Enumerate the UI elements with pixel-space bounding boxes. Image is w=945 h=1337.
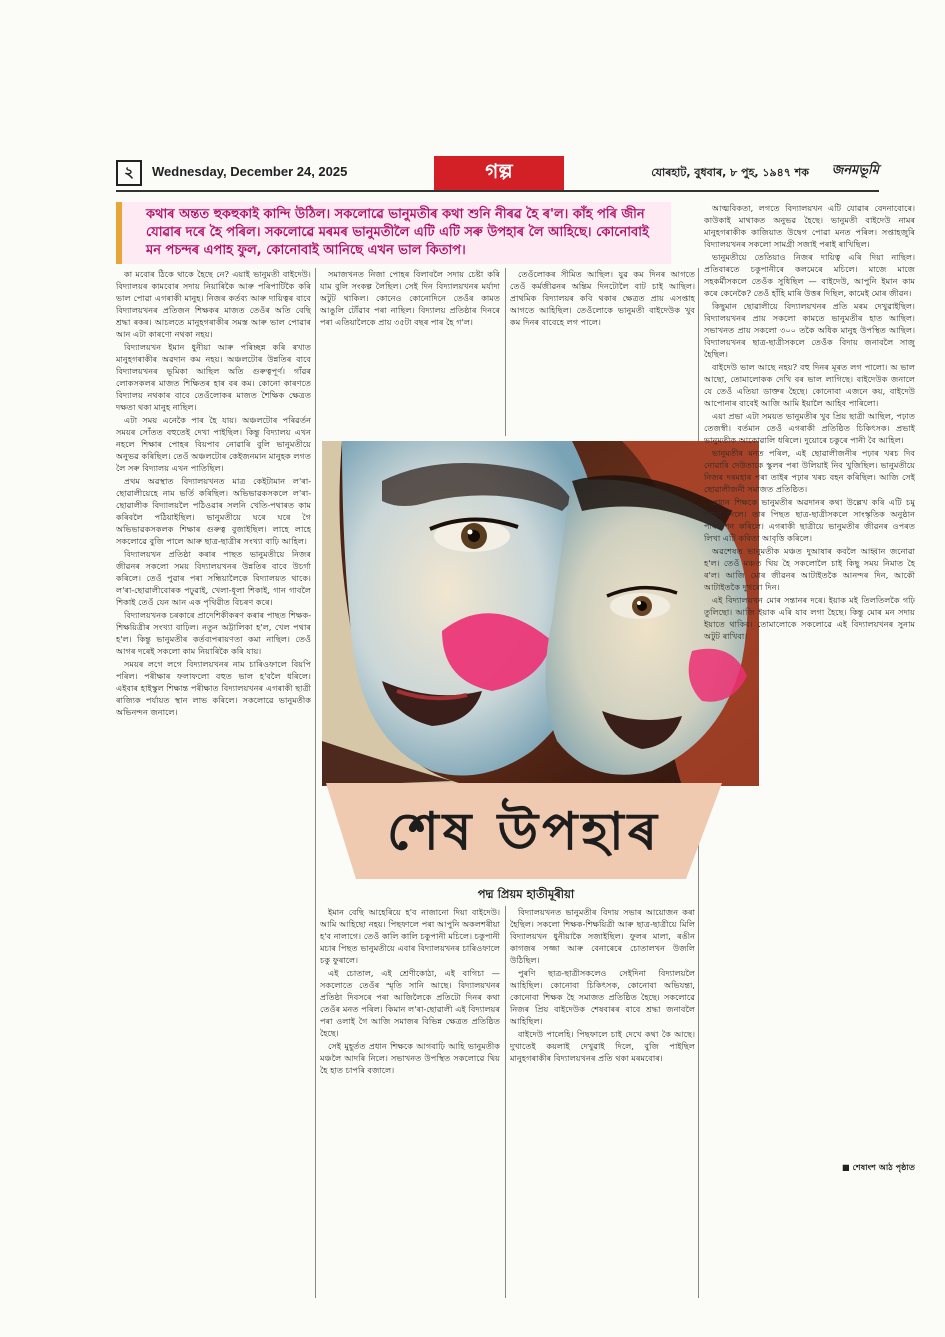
paragraph: ভানুমতীৰ মনত পৰিল, এই ছোৱালীজনীৰ পঢ়াৰ খৰচ দিব নোৱাৰি দেউতাকে স্কুলৰ পৰা উলিয়াই নিব খুজিছিল। ভানুমতীয়ে নিজৰ দৰমহাৰ পৰা তাইৰ পঢ়াৰ খৰচ বহন কৰিছিল। আজি সেই ছোৱালীজনী সমাজত প্ৰতিষ্ঠিত। (704, 448, 915, 494)
paragraph: সেই মুহূৰ্তত প্ৰধান শিক্ষকে আগবাঢ়ি আহি ভানুমতীক মঞ্চলৈ আদৰি নিলে। সভাখনত উপস্থিত সকলোৱে থিয় হৈ হাত চাপৰি বজালে। (320, 1041, 500, 1075)
paragraph: বিদ্যালয়খনত ভানুমতীৰ বিদায় সভাৰ আয়োজন কৰা হৈছিল। সকলো শিক্ষক-শিক্ষয়িত্ৰী আৰু ছাত্ৰ-ছাত্ৰীয়ে মিলি বিদ্যালয়খন ধুনীয়াকৈ সজাইছিল। ফুলৰ মালা, ৰঙীন কাগজৰ সজ্জা আৰু বেনাৰেৰে চোতালখন উজলি উঠিছিল। (510, 907, 695, 965)
story-column-1 (116, 268, 311, 1300)
paragraph: বিদ্যালয়খনক চৰকাৰে প্ৰাদেশিকীকৰণ কৰাৰ পাছত শিক্ষক-শিক্ষয়িত্ৰীৰ সংখ্যা বাঢ়িল। নতুন অট্টালিকা হ'ল, খেল পথাৰ হ'ল। কিন্তু ভানুমতীৰ কৰ্তব্যপৰায়ণতা কমা নাছিল। তেওঁ আগৰ দৰেই সকলো কাম নিয়াৰিকৈ কৰি যায়। (116, 610, 311, 656)
story-illustration (322, 441, 759, 786)
header-date-local: যোৰহাট, বুধবাৰ, ৮ পুহ, ১৯৪৭ শক (651, 166, 809, 179)
paragraph: তেওঁলোকৰ সীমিত আছিল। যুৱ কম দিনৰ আগতে তেওঁ কৰ্মজীৱনৰ অন্তিম দিনটোলৈ বাট চাই আছিল। প্ৰাথমিক বিদ্যালয়ৰ কবি থকাৰ ক্ষেত্ৰত প্ৰায় এসপ্তাহ আগতে আহিছিল। তেওঁলোকে ভানুমতী বাইদেউক খুব কম দিনৰ বাবেহে লগ পালে। (510, 269, 695, 327)
paragraph: ভানুমতীয়ে তেতিয়াও নিজৰ দায়িত্ব এৰি দিয়া নাছিল। প্ৰতিবাৰতে চকুপানীৰে কলমেৰে মচিলে। মাজে মাজে সহকৰ্মীসকলে তেওঁক সুধিছিল — বাইদেউ, আপুনি ইমান কাম কৰে কেনেকৈ? তেওঁ হাঁহি মাৰি উত্তৰ দিছিল, কামেই মোৰ জীৱন। (704, 252, 915, 298)
header-date-english: Wednesday, December 24, 2025 (152, 164, 348, 179)
paragraph: সময়ৰ লগে লগে বিদ্যালয়খনৰ নাম চাৰিওফালে বিয়পি পৰিল। পৰীক্ষাৰ ফলাফলো বহুত ভাল হ'বলৈ ধৰিলে। এইবাৰ হাইস্কুল শিক্ষান্ত পৰীক্ষাত বিদ্যালয়খনৰ এগৰাকী ছাত্ৰী ৰাজ্যিক পৰ্যায়ত স্থান লাভ কৰিলে। সকলোৱে ভানুমতীক অভিনন্দন জনালে। (116, 659, 311, 717)
paragraph: অৱশেষত ভানুমতীক মঞ্চত দুআষাৰ কবলৈ আহ্বান জনোৱা হ'ল। তেওঁ মঞ্চত থিয় হৈ সকলোলৈ চাই কিছু সময় নিমাত হৈ ৰ'ল। আজি মোৰ জীৱনৰ আটাইতকৈ আনন্দৰ দিন, আকৌ আটাইতকৈ দুখৰো দিন। (704, 546, 915, 592)
masthead-logo: জনমভূমি (831, 163, 879, 178)
section-banner: গল্প (434, 156, 564, 190)
paragraph: প্ৰথম অৱস্থাত বিদ্যালয়খনত মাত্ৰ কেইটামান ল'ৰা-ছোৱালীয়েহে নাম ভৰ্তি কৰিছিল। অভিভাৱকসকলে ল'ৰা-ছোৱালীক বিদ্যালয়লৈ পঠিওৱাৰ সলনি খেতি-পথাৰত কাম কৰিবলৈ পঠিয়াইছিল। ভানুমতীয়ে ঘৰে ঘৰে গৈ অভিভাৱকসকলক শিক্ষাৰ গুৰুত্ব বুজাইছিল। লাহে লাহে সকলোৱে বুজি পালে আৰু ছাত্ৰ-ছাত্ৰীৰ সংখ্যা বাঢ়ি আহিল। (116, 476, 311, 546)
paragraph: বাইদেউ পালেহি। পিছফালে চাই দেখে কথা কৈ আছে। দুখাতেই কয়লাই দেখুৱাই দিলে, বুজি পাইছিল মানুহগৰাকীৰ বিদ্যালয়খনৰ প্ৰতি থকা মৰমবোৰ। (510, 1029, 695, 1063)
paragraph: ইমান বেছি আহেৰিয়ে হ'ব নাজানো দিয়া বাইদেউ। আমি আহিছো নহয়। পিছফালে পৰা আপুনি অকলশৰীয়া হ'ব নালাগে। তেওঁ কালি কালি চকুপানী মচিলে। চকুপানী মচাৰ পিছত ভানুমতীয়ে এবাৰ বিদ্যালয়খনৰ চাৰিওফালে চকু ফুৰালে। (320, 907, 500, 965)
paragraph: কা মবোৰ ঠিকে থাকে হৈছে নে? এয়াই ভানুমতী বাইদেউ। বিদ্যালয়ৰ কামবোৰ সদায় নিয়াৰিকৈ আৰু পৰিপাটিকৈ কৰি ভাল পোৱা এগৰাকী মানুহ। নিজৰ কৰ্তব্য আৰু দায়িত্বৰ বাবে বিদ্যালয়খনৰ প্ৰতিজন শিক্ষকৰ মাজত তেওঁৰ অতি বেছি শ্ৰদ্ধা ৰকৰ। আচলতে মানুহগৰাকীৰ সমস্ত আৰু ভাল পোৱাৰ আন এটা কাৰণো নথকা নহয়। (116, 269, 311, 339)
story-byline: পদ্ম প্ৰিয়ম হাতীমূৰীয়া (477, 887, 575, 901)
story-column-2-top (320, 268, 500, 438)
paragraph: এই বিদ্যালয়খন মোৰ সন্তানৰ দৰে। ইয়াক মই তিলতিলকৈ গঢ়ি তুলিছো। আজি ইয়াক এৰি যাব লগা হৈছে। কিন্তু মোৰ মন সদায় ইয়াতে থাকিব। তোমালোকে সকলোৱে এই বিদ্যালয়খনৰ সুনাম অটুট ৰাখিবা। (704, 595, 915, 641)
story-column-3-bottom (510, 906, 695, 1300)
paragraph: সমাজখনত নিজা পোহৰ বিলাবলৈ সদায় চেষ্টা কৰি যাম বুলি সংকল্প লৈছিল। সেই দিন বিদ্যালয়খনৰ মৰ্যাদা অটুট থাকিল। কোনেও কোনোদিনে তেওঁৰ কামত আঙুলি টোঁৱাব পৰা নাছিল। বিদ্যালয় প্ৰতিষ্ঠাৰ দিনৰে পৰা এতিয়ালৈকে প্ৰায় ৩৫টা বছৰ পাৰ হৈ গ'ল। (320, 269, 500, 327)
paragraph: এয়া প্ৰভা এটা সময়ত ভানুমতীৰ খুব প্ৰিয় ছাত্ৰী আছিল, পঢ়াত তেজস্বী। বৰ্তমান তেওঁ এগৰাকী প্ৰতিষ্ঠিত চিকিৎসক। প্ৰভাই ভানুমতীক আকোৱালি ধৰিলে। দুয়োৰে চকুৰে পানী বৈ আহিল। (704, 411, 915, 445)
story-column-2-bottom (320, 906, 500, 1300)
story-title-block (326, 783, 722, 879)
paragraph: আত্মবিকতা, লগতে বিদ্যালয়খন এটি যোৱাৰ বেদনাবোৰে। কাউকাই মাথাকত অনুভৱ হৈছে। ভানুমতী বাইদেউ নামৰ মানুহগৰাকীক কাজিয়াত উদ্বেগ পোৱা মনত পৰিল। সপ্তাহজুৰি বিদ্যালয়খনৰ সকলো সামগ্ৰী সজাই পৰাই ৰাখিছিল। (704, 203, 915, 249)
header-divider (116, 190, 879, 192)
paragraph: বাইদেউ ভাল আছে নহয়? বহু দিনৰ মূৰত লগ পালো। অ ভাল আছো, তোমালোকক দেখি বৰ ভাল লাগিছে। বাইদেউক জনালে যে তেওঁ এতিয়া ডাক্তৰ হৈছে। কোনোবা এজনে কয়, বাইদেউ আপোনাৰ বাবেই আজি আমি ইয়ালৈ আহিব পাৰিলো। (704, 362, 915, 408)
paragraph: বিদ্যালয়খন ইমান ধুনীয়া আৰু পৰিচ্ছন্ন কৰি ৰখাত মানুহগৰাকীৰ অৱদান কম নহয়। অঞ্চলটোৰ উন্নতিৰ বাবে বিদ্যালয়খনৰ ভূমিকা আছিল অতি গুৰুত্বপূৰ্ণ। গাঁৱৰ লোকসকলৰ মাজত শিক্ষিতৰ হাৰ বৰ কম। কোনো কাৰণতে বিদ্যালয় নথকাৰ বাবে তেওঁলোকৰ মাজত শৈক্ষিক ক্ষেত্ৰত দক্ষতা থকা মানুহ নাছিল। (116, 342, 311, 412)
story-column-4 (704, 202, 915, 1157)
paragraph: পুৰণি ছাত্ৰ-ছাত্ৰীসকলেও সেইদিনা বিদ্যালয়লৈ আহিছিল। কোনোবা চিকিৎসক, কোনোবা অভিযন্তা, কোনোবা শিক্ষক হৈ সমাজত প্ৰতিষ্ঠিত হৈছে। সকলোৱে নিজৰ প্ৰিয় বাইদেউক শেষবাৰৰ বাবে শ্ৰদ্ধা জনাবলৈ আহিছিল। (510, 968, 695, 1026)
pullquote-accent-bar (116, 202, 122, 264)
paragraph: প্ৰধান শিক্ষকে ভানুমতীৰ অৱদানৰ কথা উল্লেখ কৰি এটি চমু ভাষণ দিলে। তাৰ পিছত ছাত্ৰ-ছাত্ৰীসকলে সাংস্কৃতিক অনুষ্ঠান পৰিৱেশন কৰিলে। এগৰাকী ছাত্ৰীয়ে ভানুমতীৰ জীৱনৰ ওপৰত লিখা এটি কবিতা আবৃত্তি কৰিলে। (704, 497, 915, 543)
paragraph: এই চোতাল, এই শ্ৰেণীকোঠা, এই বাগিচা — সকলোতে তেওঁৰ স্মৃতি সানি আছে। বিদ্যালয়খনৰ প্ৰতিষ্ঠা দিবসৰে পৰা আজিলৈকে প্ৰতিটো দিনৰ কথা তেওঁৰ মনত পৰিল। কিমান ল'ৰা-ছোৱালী এই বিদ্যালয়ৰ পৰা ওলাই গৈ আজি সমাজৰ বিভিন্ন ক্ষেত্ৰত প্ৰতিষ্ঠিত হৈছে। (320, 968, 500, 1038)
painted-faces-illustration (322, 441, 759, 786)
column-rule (505, 906, 506, 1298)
paragraph: এটা সময় এনেকৈ পাৰ হৈ যায়। অঞ্চলটোৰ পৰিৱৰ্তন সময়ৰ সোঁতত বহুতেই দেখা পাইছিল। কিন্তু বিদ্যালয় এখন নহলে শিক্ষাৰ পোহৰ বিয়পাব নোৱাৰি বুলি ভানুমতীয়ে অনুভৱ কৰিছিল। তেওঁ অঞ্চলটোৰ কেইজনমান মানুহক লগত লৈ সৰু বিদ্যালয় এখন পাতিছিল। (116, 415, 311, 473)
column-rule (505, 268, 506, 436)
column-rule (315, 268, 316, 1298)
continued-on-page-note: ■ শেষাংশ আঠ পৃষ্ঠাত (841, 1162, 915, 1172)
story-column-3-top (510, 268, 695, 438)
pullquote (116, 202, 671, 264)
page-number: ২ (116, 160, 142, 186)
story-title: শেষ উপহাৰ (386, 802, 662, 862)
page-header (116, 160, 879, 186)
paragraph: কিছুমান ছোৱালীয়ে বিদ্যালয়খনৰ প্ৰতি মৰম দেখুৱাইছিল। বিদ্যালয়খনৰ প্ৰায় সকলো কামতে ভানুমতীৰ হাত আছিল। সভাখনত প্ৰায় সকলো ৩০০ তকৈ অধিক মানুহ উপস্থিত আছিল। বিদ্যালয়খনৰ ছাত্ৰ-ছাত্ৰীসকলে তেওঁক বিদায় জনাবলৈ সাজু হৈছিল। (704, 301, 915, 359)
paragraph: বিদ্যালয়খন প্ৰতিষ্ঠা কৰাৰ পাছত ভানুমতীয়ে নিজৰ জীৱনৰ সকলো সময় বিদ্যালয়খনৰ উন্নতিৰ বাবে উচৰ্গা কৰিলে। তেওঁ পুৱাৰ পৰা সন্ধিয়ালৈকে বিদ্যালয়ত থাকে। ল'ৰা-ছোৱালীবোৰক পঢ়ুৱাই, খেলা-ধূলা শিকাই, গান গাবলৈ শিকাই তেওঁ যেন আন এক পৃথিৱীত বিচৰণ কৰে। (116, 549, 311, 607)
pullquote-text: কথাৰ অন্তত হুকহুকাই কান্দি উঠিল। সকলোৱে ভানুমতীৰ কথা শুনি নীৰৱ হৈ ৰ'ল। কাঁহ পৰি জীন যোৱাৰ দৰে হৈ পৰিল। সকলোৱে মৰমৰ ভানুমতীলৈ এটি এটি সৰু উপহাৰ লৈ আহিছে। কোনোবাই মন পচন্দৰ এপাহ ফুল, কোনোবাই আনিছে এখন ভাল কিতাপ। (146, 207, 649, 258)
